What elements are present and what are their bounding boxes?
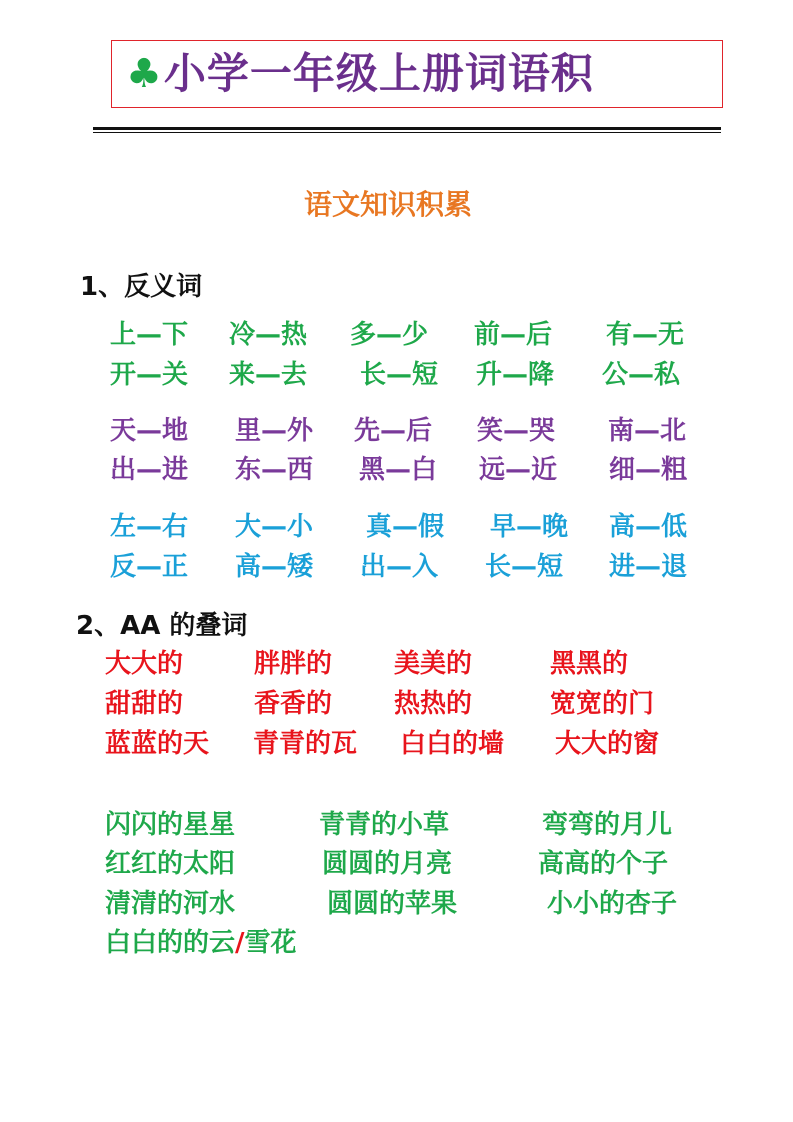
reduplication-word: 宽宽的门 [550, 689, 655, 719]
reduplication-word: 香香的 [254, 689, 333, 719]
reduplication-word: 青青的瓦 [253, 729, 358, 759]
antonym-row [0, 452, 793, 488]
phrase: 清清的河水 [105, 889, 236, 919]
subtitle: 语文知识积累 [303, 188, 472, 221]
divider-thin [93, 132, 721, 133]
antonym-pair: 来—去 [229, 360, 308, 390]
antonym-row [0, 317, 793, 353]
antonym-pair: 高—矮 [235, 552, 314, 582]
antonym-pair: 大—小 [235, 512, 314, 542]
phrase: 圆圆的月亮 [322, 849, 453, 879]
reduplication-word: 大大的窗 [555, 729, 660, 759]
slash-separator: / [235, 928, 245, 958]
reduplication-row [0, 726, 793, 762]
reduplication-word: 胖胖的 [254, 649, 333, 679]
antonym-row [0, 509, 793, 545]
section1-heading: 1、反义词 [80, 272, 203, 302]
antonym-row [0, 549, 793, 585]
phrase-row [0, 886, 793, 922]
reduplication-word: 甜甜的 [105, 689, 184, 719]
reduplication-row [0, 686, 793, 722]
phrase: 小小的杏子 [547, 889, 678, 919]
antonym-pair: 前—后 [474, 320, 553, 350]
antonym-pair: 有—无 [606, 320, 685, 350]
antonym-pair: 南—北 [608, 416, 687, 446]
antonym-row [0, 413, 793, 449]
antonym-pair: 出—进 [110, 455, 189, 485]
antonym-pair: 早—晚 [490, 512, 569, 542]
divider-thick [93, 127, 721, 130]
antonym-pair: 东—西 [235, 455, 314, 485]
section2-heading: 2、AA 的叠词 [76, 611, 248, 641]
antonym-pair: 天—地 [110, 416, 189, 446]
antonym-row [0, 357, 793, 393]
antonym-pair: 开—关 [110, 360, 189, 390]
phrase: 闪闪的星星 [105, 810, 236, 840]
antonym-pair: 笑—哭 [477, 416, 556, 446]
phrase: 青青的小草 [319, 810, 450, 840]
phrase: 圆圆的苹果 [327, 889, 458, 919]
antonym-pair: 反—正 [110, 552, 189, 582]
reduplication-row [0, 646, 793, 682]
antonym-pair: 进—退 [609, 552, 688, 582]
phrase: 红红的太阳 [105, 849, 236, 879]
antonym-pair: 里—外 [235, 416, 314, 446]
phrase: 弯弯的月儿 [542, 810, 673, 840]
antonym-pair: 高—低 [609, 512, 688, 542]
phrase-row [0, 846, 793, 882]
antonym-pair: 出—入 [360, 552, 439, 582]
phrase: 雪花 [244, 928, 297, 958]
reduplication-word: 热热的 [394, 689, 473, 719]
antonym-pair: 长—短 [360, 360, 439, 390]
antonym-pair: 真—假 [366, 512, 445, 542]
reduplication-word: 蓝蓝的天 [105, 729, 210, 759]
antonym-pair: 长—短 [485, 552, 564, 582]
antonym-pair: 升—降 [476, 360, 555, 390]
antonym-pair: 细—粗 [609, 455, 688, 485]
phrase: 白白的的云 [105, 928, 236, 958]
phrase: 高高的个子 [538, 849, 669, 879]
reduplication-word: 美美的 [394, 649, 473, 679]
antonym-pair: 先—后 [354, 416, 433, 446]
reduplication-word: 白白的墙 [400, 729, 505, 759]
antonym-pair: 黑—白 [359, 455, 438, 485]
antonym-pair: 远—近 [479, 455, 558, 485]
antonym-pair: 上—下 [110, 320, 189, 350]
phrase-row-last [105, 925, 505, 961]
antonym-pair: 冷—热 [229, 320, 308, 350]
reduplication-word: 大大的 [105, 649, 184, 679]
reduplication-word: 黑黑的 [550, 649, 629, 679]
title-box [111, 40, 723, 108]
antonym-pair: 公—私 [602, 360, 681, 390]
page-title: 小学一年级上册词语积 [163, 49, 594, 98]
antonym-pair: 左—右 [110, 512, 189, 542]
club-icon: ♣ [126, 51, 162, 97]
antonym-pair: 多—少 [350, 320, 429, 350]
phrase-row [0, 807, 793, 843]
